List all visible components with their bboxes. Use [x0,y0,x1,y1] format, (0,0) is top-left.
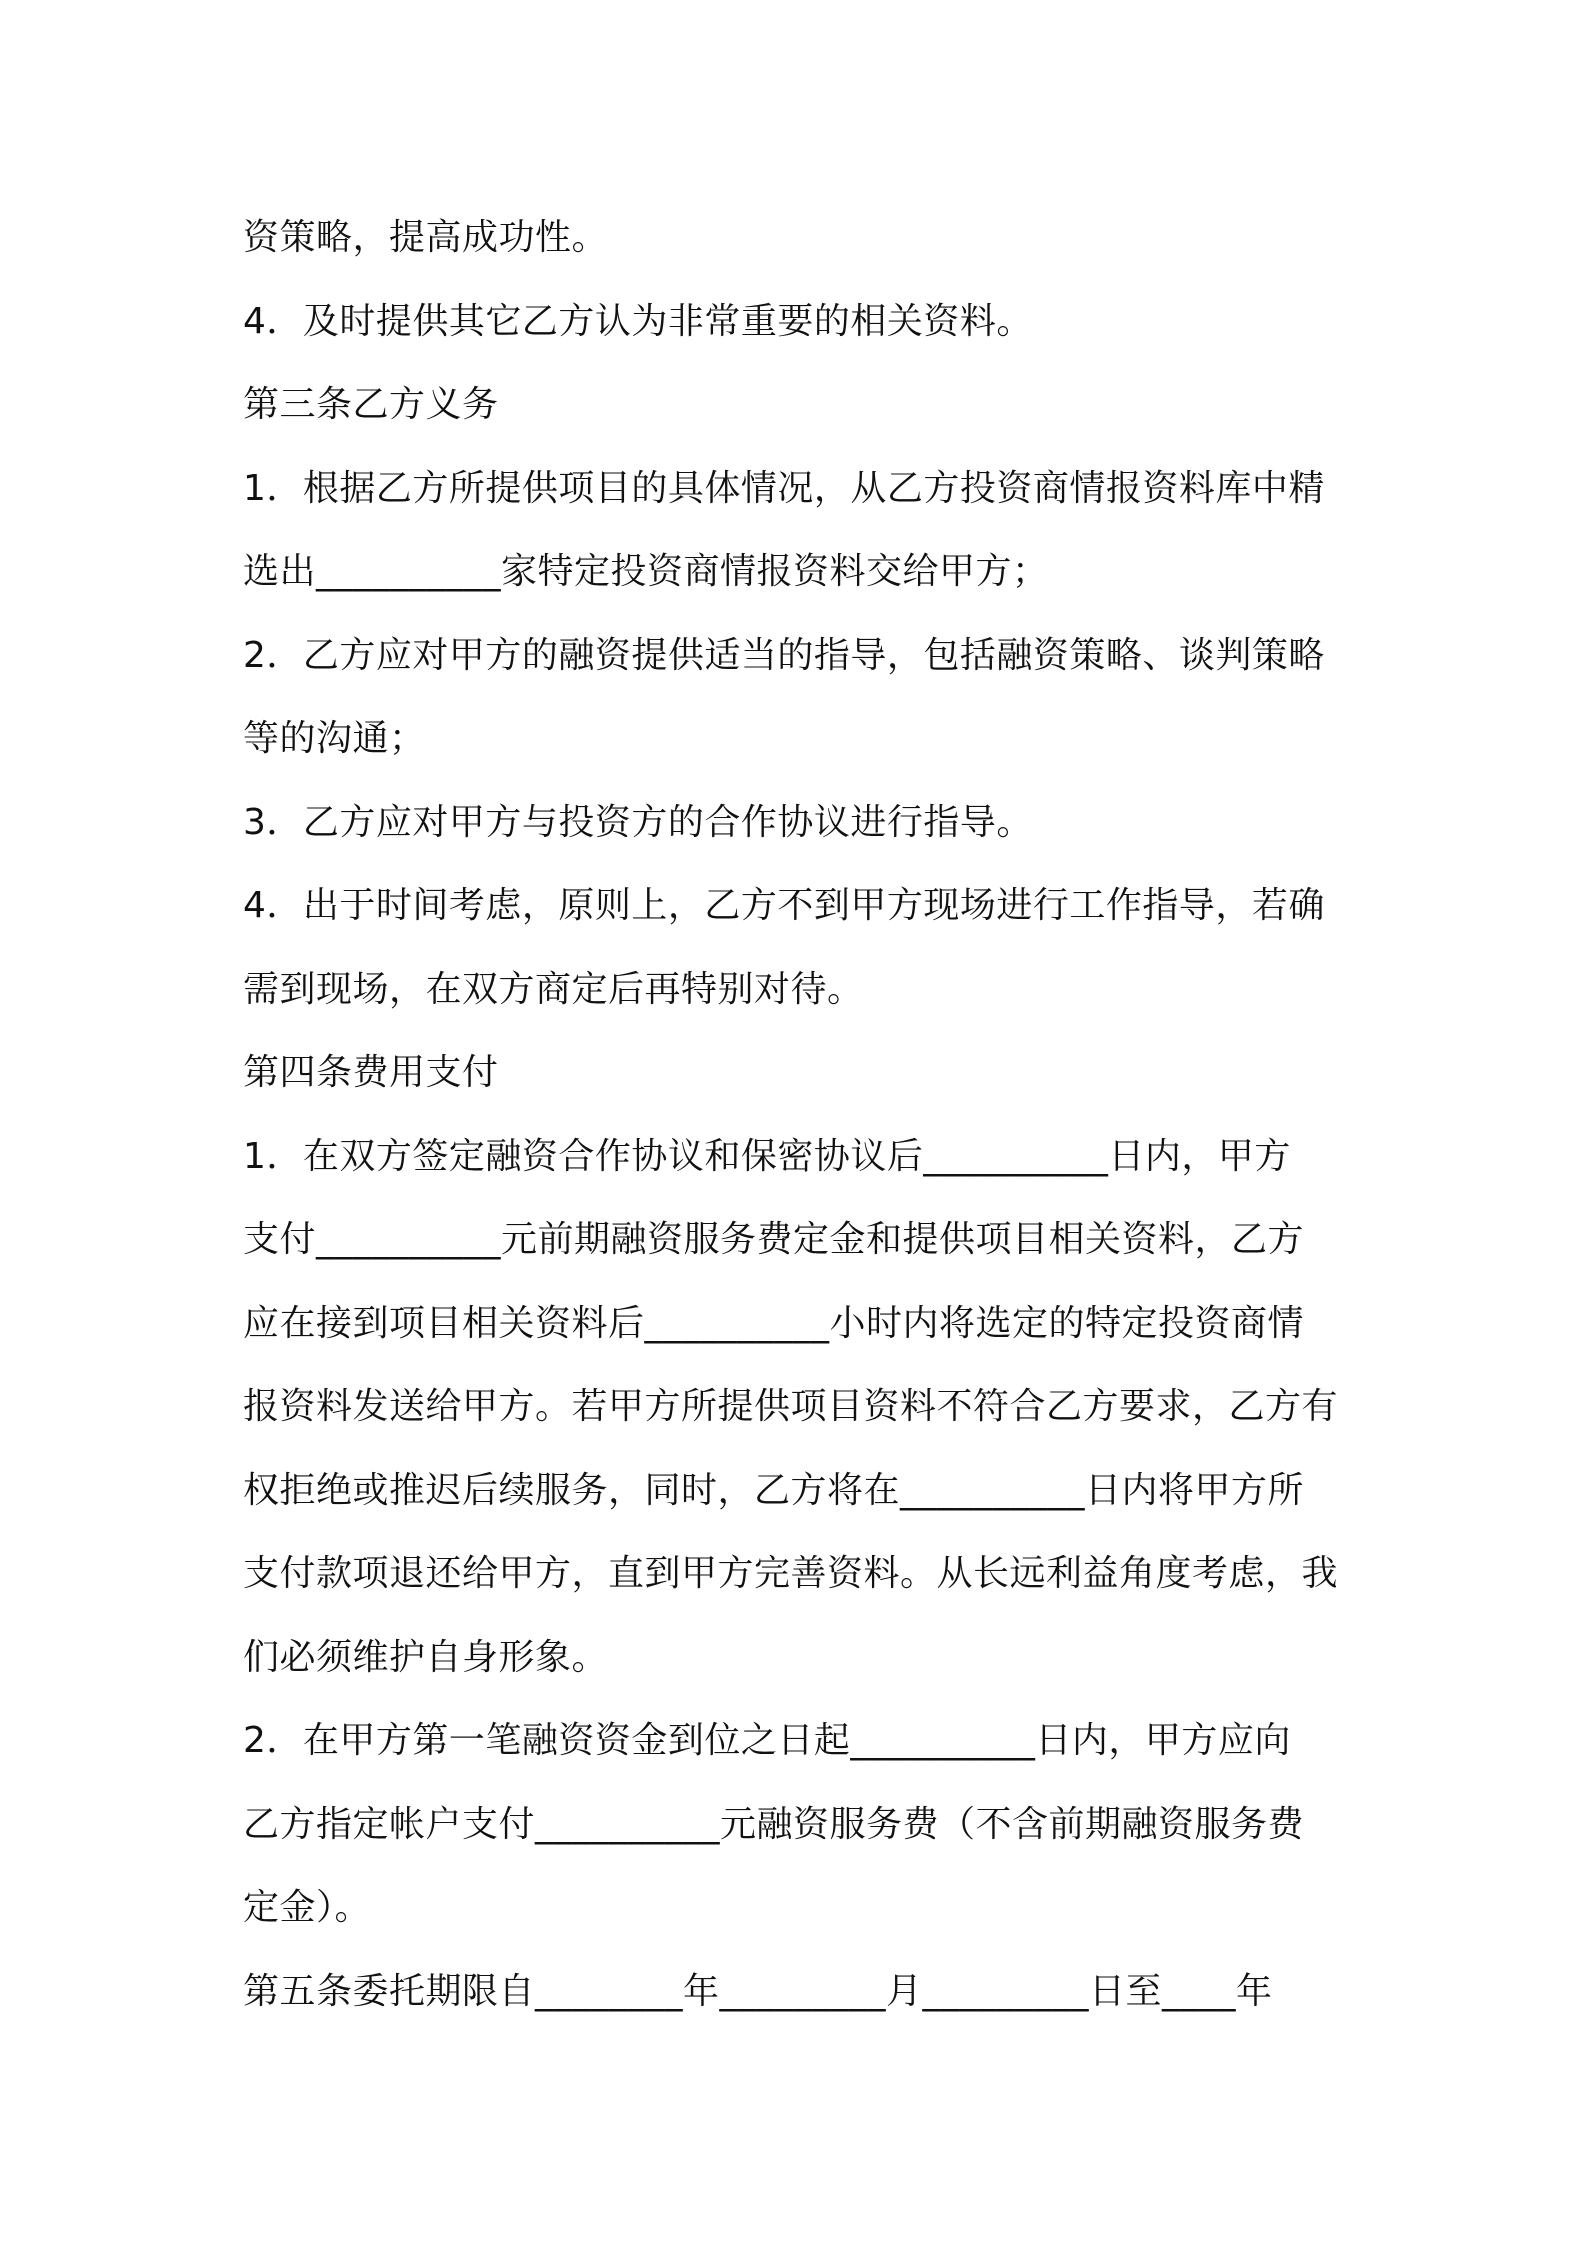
text-line: 报资料发送给甲方。若甲方所提供项目资料不符合乙方要求，乙方有 [243,1386,1339,1427]
text-line: 支付款项退还给甲方，直到甲方完善资料。从长远利益角度考虑，我 [243,1553,1339,1594]
text-line: 2．乙方应对甲方的融资提供适当的指导，包括融资策略、谈判策略 [243,634,1325,676]
text-line: 们必须维护自身形象。 [243,1636,609,1678]
text-line: 1．根据乙方所提供项目的具体情况，从乙方投资商情报资料库中精 [243,467,1325,509]
text-line: 1．在双方签定融资合作协议和保密协议后__________日内，甲方 [243,1135,1291,1177]
text-line: 4．出于时间考虑，原则上，乙方不到甲方现场进行工作指导，若确 [243,885,1325,926]
section-heading: 第四条费用支付 [243,1052,499,1093]
text-line: 第五条委托期限自________年_________月_________日至____年 [243,1970,1273,2012]
text-line: 等的沟通； [243,718,426,759]
document-body [243,196,1363,2033]
text-line: 应在接到项目相关资料后__________小时内将选定的特定投资商情 [243,1302,1305,1344]
text-line: 选出__________家特定投资商情报资料交给甲方； [243,551,1049,592]
section-heading: 第三条乙方义务 [243,384,499,425]
text-line: 权拒绝或推迟后续服务，同时，乙方将在__________日内将甲方所 [243,1469,1305,1511]
text-line: 定金）。 [243,1887,372,1928]
text-line: 2．在甲方第一笔融资资金到位之日起__________日内，甲方应向 [243,1720,1291,1761]
text-line: 资策略，提高成功性。 [243,217,609,258]
text-line: 需到现场，在双方商定后再特别对待。 [243,968,864,1010]
text-line: 乙方指定帐户支付__________元融资服务费（不含前期融资服务费 [243,1803,1305,1845]
text-line: 支付__________元前期融资服务费定金和提供项目相关资料，乙方 [243,1219,1305,1260]
text-line: 4．及时提供其它乙方认为非常重要的相关资料。 [243,300,1033,342]
text-line: 3．乙方应对甲方与投资方的合作协议进行指导。 [243,801,1033,843]
